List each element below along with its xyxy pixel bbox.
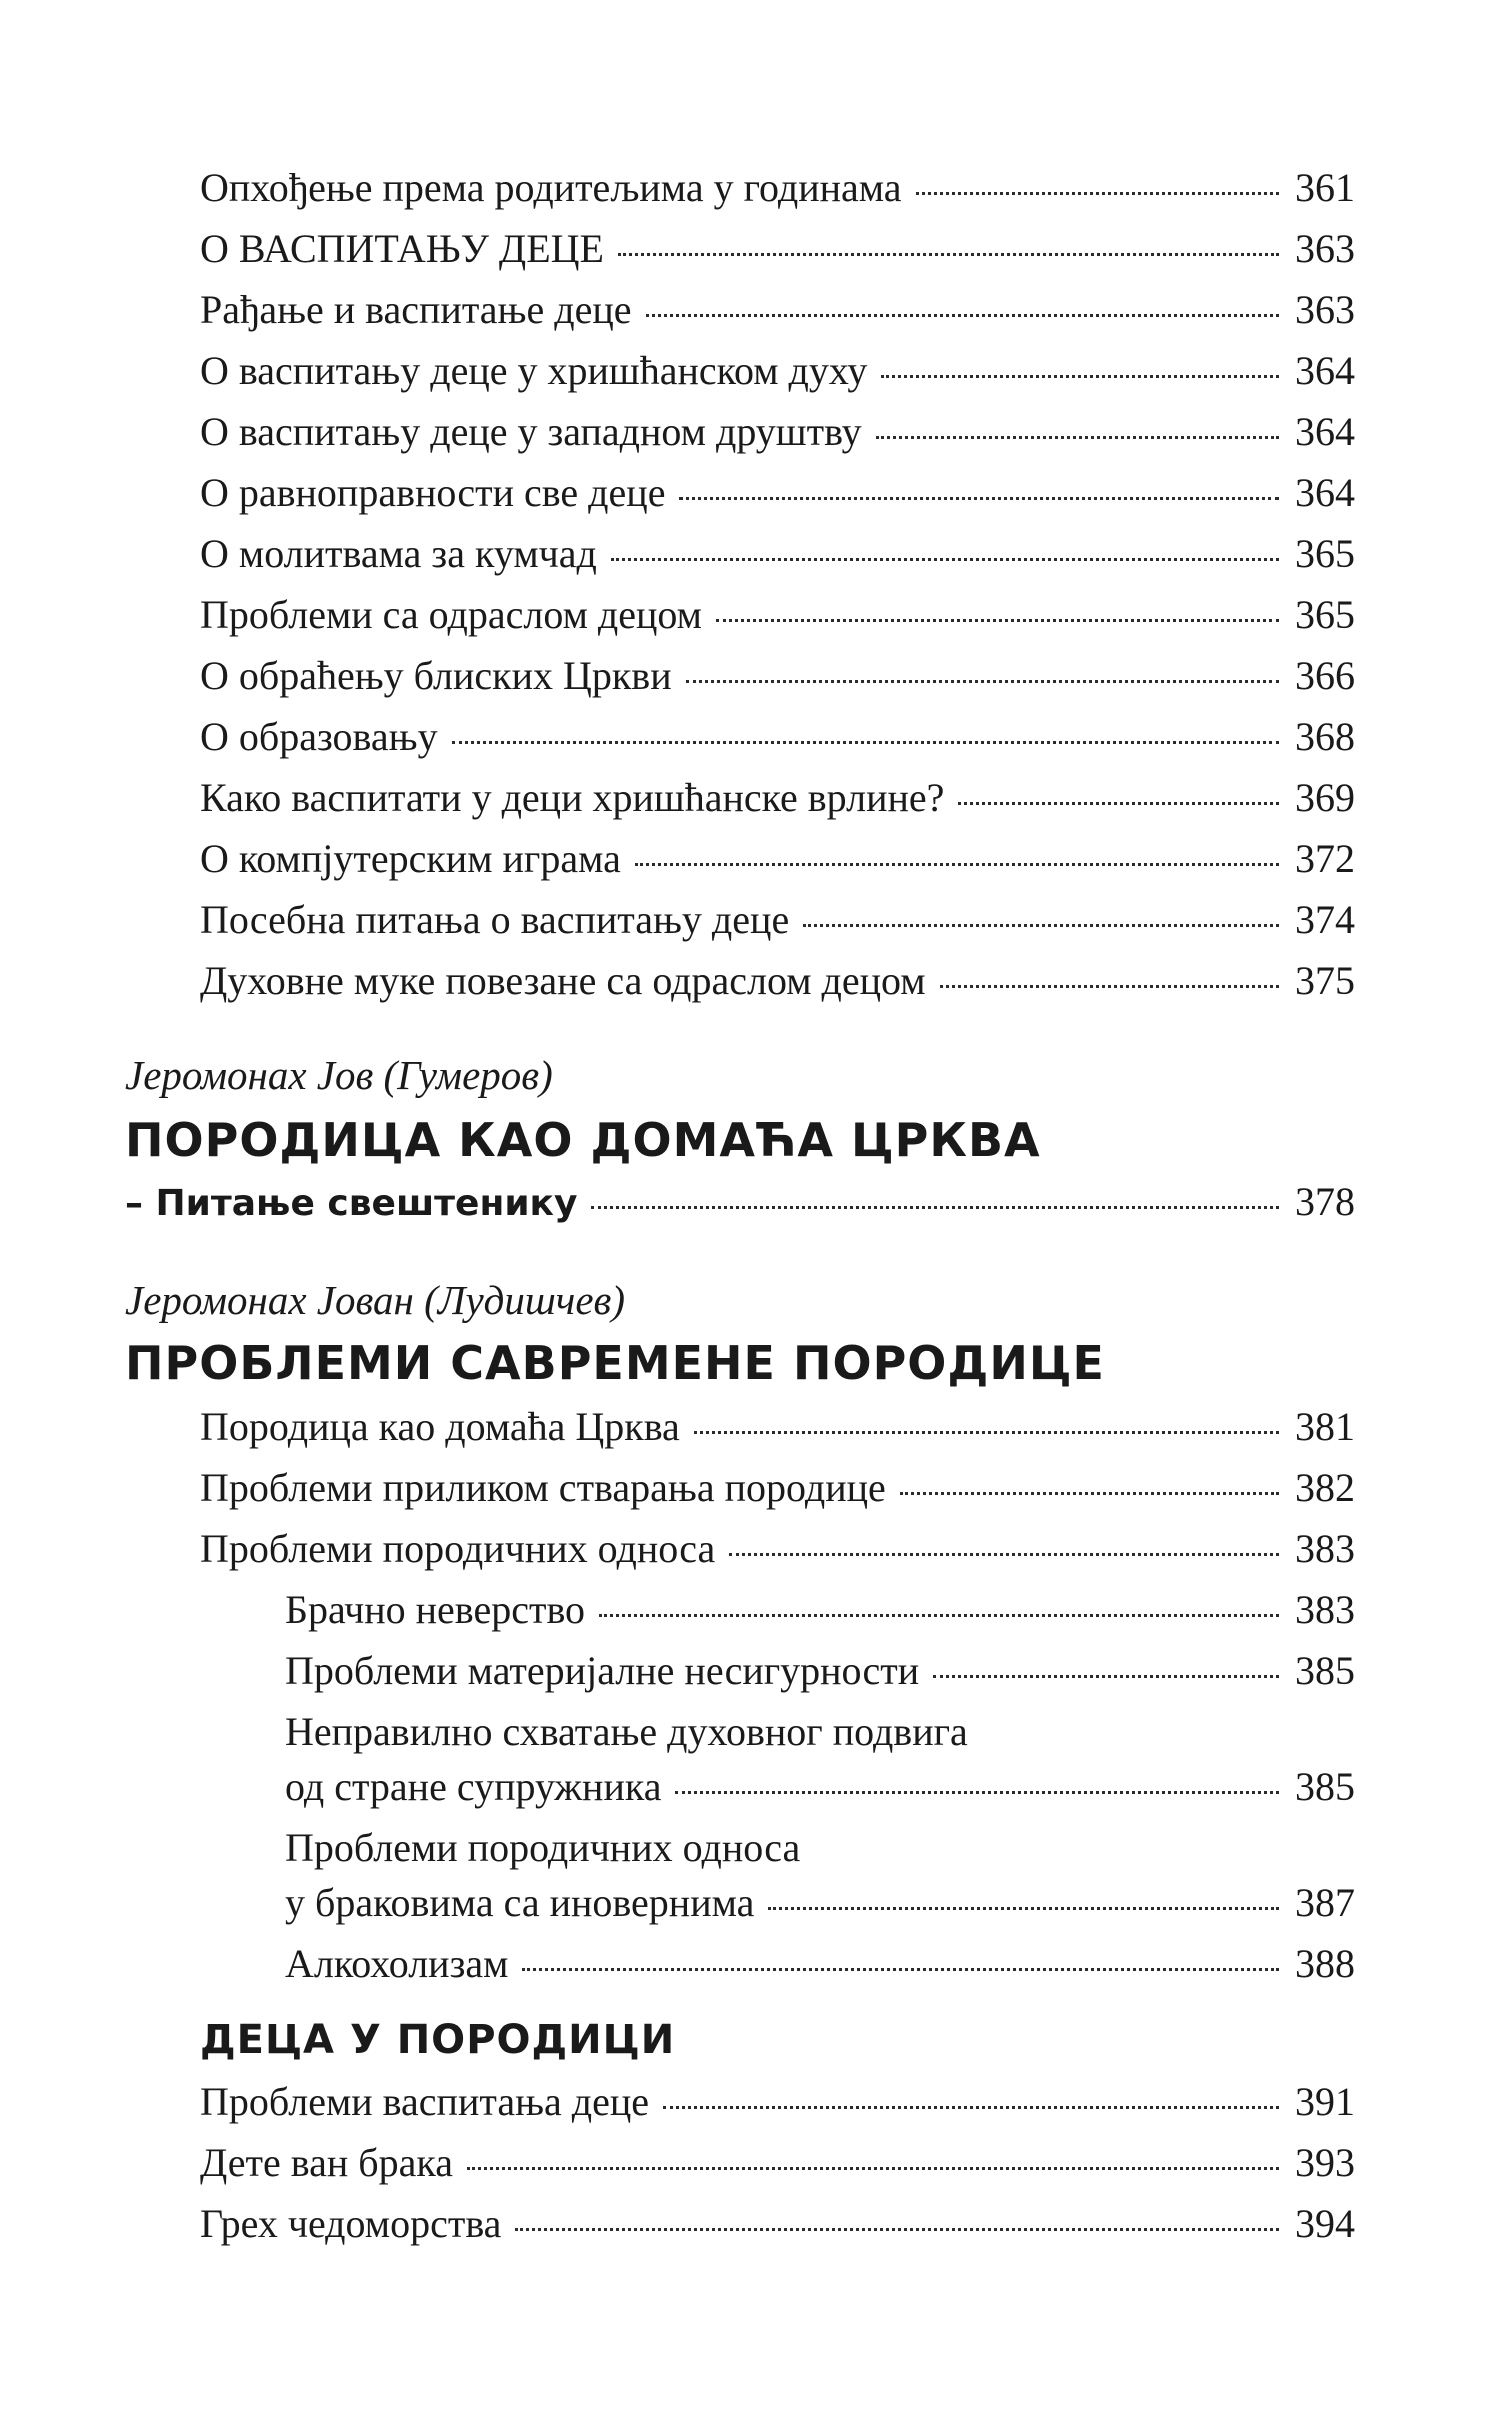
- toc-entry-label: Брачно неверство: [285, 1587, 586, 1632]
- toc-entry-page: 388: [1295, 1941, 1355, 1986]
- toc-entry-page: 394: [1295, 2201, 1355, 2246]
- toc-entry-page: 372: [1295, 836, 1355, 881]
- toc-entry-label: О равноправности све деце: [200, 470, 666, 515]
- leader-dots: [694, 1431, 1279, 1434]
- toc-entry-label: Рађање и васпитање деце: [200, 287, 632, 332]
- toc-entry[interactable]: [200, 768, 1355, 828]
- toc-entry[interactable]: [200, 524, 1355, 584]
- leader-dots: [881, 375, 1279, 378]
- toc-entry-page: 387: [1295, 1880, 1355, 1925]
- toc-entry[interactable]: [200, 585, 1355, 645]
- toc-entry-page: 363: [1295, 287, 1355, 332]
- children-heading[interactable]: ДЕЦА У ПОРОДИЦИ: [200, 2017, 676, 2063]
- toc-entry-page: 364: [1295, 409, 1355, 454]
- toc-entry-label: Проблеми породичних односа: [200, 1526, 716, 1571]
- toc-entry-label: Посебна питања о васпитању деце: [200, 897, 790, 942]
- toc-entry-label: О молитвама за кумчад: [200, 531, 597, 576]
- toc-entry-label: Проблеми са одраслом децом: [200, 592, 702, 637]
- toc-entry-page: 365: [1295, 531, 1355, 576]
- toc-entry-page: 365: [1295, 592, 1355, 637]
- toc-entry-page: 368: [1295, 714, 1355, 759]
- toc-entry[interactable]: [200, 463, 1355, 523]
- section-title[interactable]: ПРОБЛЕМИ САВРЕМЕНЕ ПОРОДИЦЕ: [125, 1336, 1105, 1390]
- toc-subentry[interactable]: [285, 1641, 1355, 1701]
- leader-dots: [716, 619, 1279, 622]
- leader-dots: [591, 1206, 1279, 1209]
- toc-entry-label: од стране супружника: [285, 1764, 662, 1809]
- toc-subentry[interactable]: [285, 1757, 1355, 1817]
- toc-entry[interactable]: [200, 402, 1355, 462]
- leader-dots: [803, 924, 1279, 927]
- section-subtitle-entry[interactable]: [125, 1172, 1355, 1232]
- toc-entry-label: О ВАСПИТАЊУ ДЕЦЕ: [200, 226, 604, 271]
- leader-dots: [958, 802, 1279, 805]
- toc-entry-label: Грех чедоморства: [200, 2201, 502, 2246]
- toc-entry-label: у браковима са иновернима: [285, 1880, 755, 1925]
- leader-dots: [768, 1907, 1279, 1910]
- toc-entry-label: О компјутерским играма: [200, 836, 621, 881]
- toc-entry-page: 382: [1295, 1465, 1355, 1510]
- toc-entry-page: 361: [1295, 165, 1355, 210]
- toc-entry[interactable]: [200, 646, 1355, 706]
- toc-entry-page: 393: [1295, 2140, 1355, 2185]
- toc-entry-page: 366: [1295, 653, 1355, 698]
- toc-entry[interactable]: [200, 219, 1355, 279]
- toc-entry-label: Алкохолизам: [285, 1941, 509, 1986]
- toc-entry-label: Проблеми приликом стварања породице: [200, 1465, 886, 1510]
- toc-entry-label: О васпитању деце у хришћанском духу: [200, 348, 868, 393]
- leader-dots: [663, 2106, 1279, 2109]
- toc-entry[interactable]: [200, 2133, 1355, 2193]
- toc-entry-label: Духовне муке повезане са одраслом децом: [200, 958, 926, 1003]
- toc-entry-label: Опхођење према родитељима у годинама: [200, 165, 902, 210]
- leader-dots: [933, 1675, 1279, 1678]
- toc-entry-page: 378: [1295, 1179, 1355, 1224]
- toc-entry[interactable]: [200, 2194, 1355, 2254]
- toc-subentry-line1[interactable]: [285, 1818, 1355, 1878]
- leader-dots: [916, 192, 1279, 195]
- leader-dots: [467, 2167, 1279, 2170]
- toc-entry-page: 381: [1295, 1404, 1355, 1449]
- leader-dots: [646, 314, 1279, 317]
- leader-dots: [686, 680, 1279, 683]
- toc-entry-page: 383: [1295, 1526, 1355, 1571]
- toc-subentry[interactable]: [285, 1873, 1355, 1933]
- leader-dots: [522, 1968, 1279, 1971]
- toc-entry-label: Проблеми васпитања деце: [200, 2079, 650, 2124]
- leader-dots: [675, 1791, 1279, 1794]
- leader-dots: [876, 436, 1279, 439]
- toc-subentry-line1[interactable]: [285, 1702, 1355, 1762]
- toc-subentry[interactable]: [285, 1580, 1355, 1640]
- leader-dots: [452, 741, 1279, 744]
- toc-entry-page: 383: [1295, 1587, 1355, 1632]
- toc-entry-page: 385: [1295, 1764, 1355, 1809]
- section-author: Јеромонах Јов (Гумеров): [125, 1052, 553, 1098]
- leader-dots: [940, 985, 1279, 988]
- toc-entry-page: 374: [1295, 897, 1355, 942]
- toc-entry-label: Како васпитати у деци хришћанске врлине?: [200, 775, 945, 820]
- toc-entry[interactable]: [200, 280, 1355, 340]
- toc-entry[interactable]: [200, 341, 1355, 401]
- section-subtitle: – Питање свештенику: [125, 1183, 578, 1224]
- toc-entry[interactable]: [200, 1519, 1355, 1579]
- leader-dots: [729, 1553, 1279, 1556]
- leader-dots: [599, 1614, 1279, 1617]
- toc-entry[interactable]: [200, 707, 1355, 767]
- toc-entry-label: О васпитању деце у западном друштву: [200, 409, 862, 454]
- toc-entry-page: 375: [1295, 958, 1355, 1003]
- toc-entry-page: 369: [1295, 775, 1355, 820]
- toc-entry-label: Неправилно схватање духовног подвига: [285, 1709, 968, 1754]
- toc-entry[interactable]: [200, 2072, 1355, 2132]
- toc-entry-label: О образовању: [200, 714, 438, 759]
- toc-entry[interactable]: [200, 1458, 1355, 1518]
- toc-entry[interactable]: [200, 1397, 1355, 1457]
- toc-entry[interactable]: [200, 829, 1355, 889]
- toc-subentry[interactable]: [285, 1934, 1355, 1994]
- toc-entry-page: 391: [1295, 2079, 1355, 2124]
- section-author: Јеромонах Јован (Лудишчев): [125, 1277, 625, 1323]
- leader-dots: [679, 497, 1279, 500]
- toc-entry[interactable]: [200, 951, 1355, 1011]
- toc-entry-label: О обраћењу блиских Цркви: [200, 653, 672, 698]
- toc-entry-page: 364: [1295, 470, 1355, 515]
- toc-entry[interactable]: [200, 158, 1355, 218]
- leader-dots: [611, 558, 1279, 561]
- leader-dots: [635, 863, 1279, 866]
- toc-entry-label: Породица као домаћа Црква: [200, 1404, 680, 1449]
- toc-entry[interactable]: [200, 890, 1355, 950]
- toc-entry-label: Проблеми породичних односа: [285, 1825, 801, 1870]
- leader-dots: [618, 253, 1279, 256]
- section-title[interactable]: ПОРОДИЦА КАО ДОМАЋА ЦРКВА: [125, 1113, 1041, 1167]
- toc-entry-page: 385: [1295, 1648, 1355, 1693]
- toc-entry-label: Дете ван брака: [200, 2140, 453, 2185]
- leader-dots: [900, 1492, 1279, 1495]
- toc-entry-label: Проблеми материјалне несигурности: [285, 1648, 920, 1693]
- leader-dots: [515, 2228, 1279, 2231]
- toc-entry-page: 364: [1295, 348, 1355, 393]
- toc-entry-page: 363: [1295, 226, 1355, 271]
